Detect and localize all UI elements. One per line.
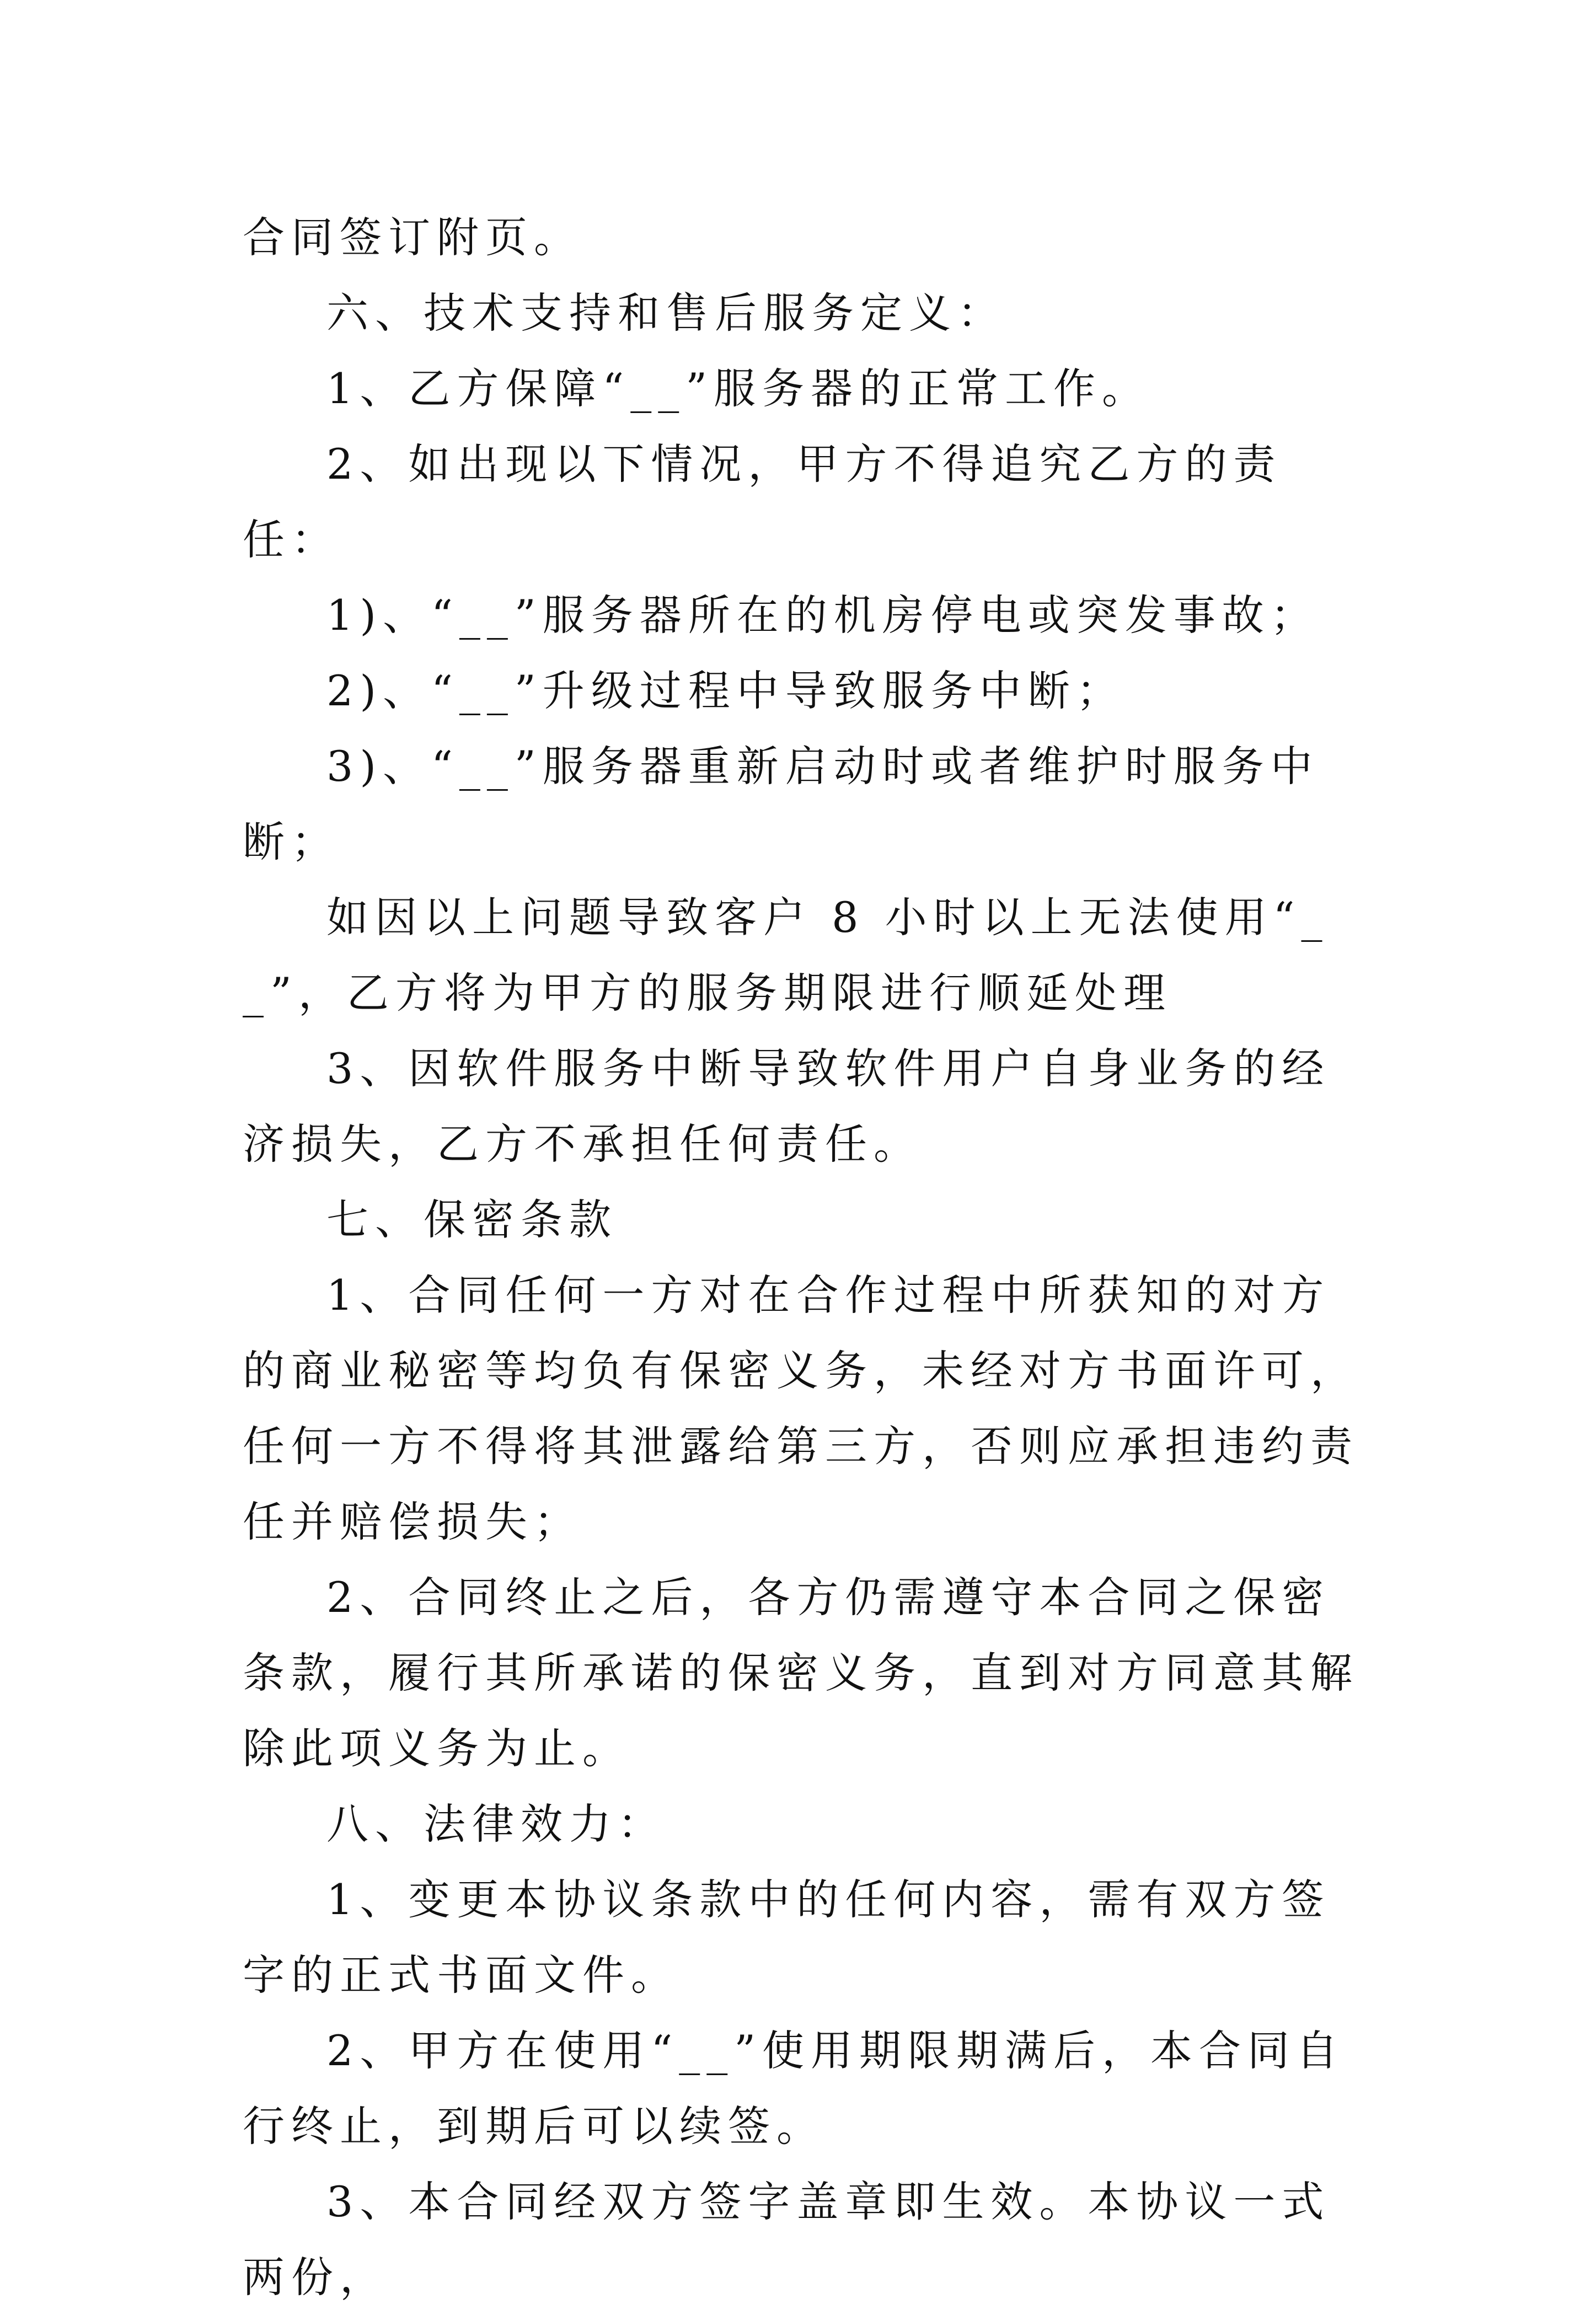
section-heading-6: 六、技术支持和售后服务定义： — [326, 288, 1006, 337]
paragraph-11: 2、合同终止之后，各方仍需遵守本合同之保密条款，履行其所承诺的保密义务，直到对方同意其解除此项义务为止。 — [243, 1573, 1359, 1773]
paragraph-10: 1、合同任何一方对在合作过程中所获知的对方的商业秘密等均负有保密义务，未经对方书面许可，任何一方不得将其泄露给第三方，否则应承担违约责任并赔偿损失； — [243, 1271, 1359, 1546]
paragraph-8: 3、因软件服务中断导致软件用户自身业务的经济损失，乙方不承担任何责任。 — [243, 1044, 1331, 1169]
paragraph-6: 3)、“__”服务器重新启动时或者维护时服务中断； — [243, 742, 1319, 866]
section-heading-7: 七、保密条款 — [326, 1195, 618, 1244]
paragraph-5: 2)、“__”升级过程中导致服务中断； — [326, 666, 1125, 715]
paragraph-13: 1、变更本协议条款中的任何内容，需有双方签字的正式书面文件。 — [243, 1875, 1331, 2000]
paragraph-14: 2、甲方在使用“__”使用期限期满后，本合同自行终止，到期后可以续签。 — [243, 2026, 1345, 2151]
document-body — [243, 200, 1368, 2315]
paragraph-4: 1)、“__”服务器所在的机房停电或突发事故； — [326, 591, 1319, 640]
paragraph-7: 如因以上问题导致客户 8 小时以上无法使用“__”，乙方将为甲方的服务期限进行顺延处理 — [243, 893, 1329, 1017]
paragraph-0: 合同签订附页。 — [243, 213, 582, 262]
paragraph-2: 1、乙方保障“__”服务器的正常工作。 — [326, 364, 1151, 413]
paragraph-15: 3、本合同经双方签字盖章即生效。本协议一式两份， — [243, 2177, 1331, 2302]
paragraph-3: 2、如出现以下情况，甲方不得追究乙方的责任： — [243, 440, 1282, 564]
section-heading-8: 八、法律效力： — [326, 1799, 666, 1848]
